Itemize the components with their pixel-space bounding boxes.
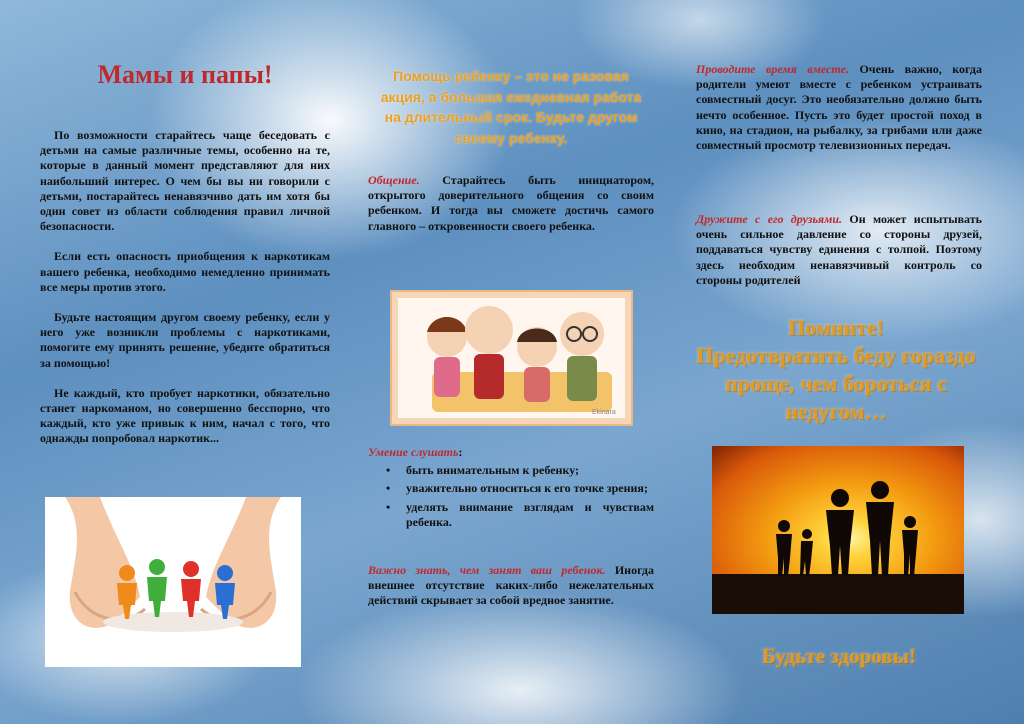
left-text-block	[40, 128, 330, 447]
know-block	[368, 563, 654, 609]
paragraph-danger: Если есть опасность приобщения к наркотикам вашего ребенка, необходимо немедленно принимать все меры против этого.	[40, 249, 330, 294]
hands-protecting-figures-icon	[45, 497, 301, 667]
friends-block	[696, 212, 982, 288]
cartoon-family-icon	[392, 292, 631, 424]
friends-text: Он может испытывать очень сильное давление со стороны друзей, поддаваться чувству единения с толпой. Поэтому здесь необходим ненавязчивый контроль со стороны родителей	[696, 212, 982, 287]
paragraph-conversations: По возможности старайтесь чаще беседовать с детьми на самые различные темы, особенно на те, которые в данный момент представляют для них наибольший интерес. О чем бы вы ни говорили с детьми, постарайтесь ненавязчиво дать им хотя бы один совет из области соблюдения правил личной безопасности.	[40, 128, 330, 234]
prevent-text: Предотвратить беду гораздо проще, чем бороться с недугом…	[696, 343, 976, 424]
column-right	[696, 0, 982, 724]
sunset-family-image	[712, 446, 964, 614]
list-item: • уделять внимание взглядам и чувствам ребенка.	[406, 500, 654, 530]
be-healthy-text: Будьте здоровы!	[762, 644, 916, 668]
listening-lead: Умение слушать	[368, 445, 459, 459]
friends-lead: Дружите с его друзьями.	[696, 212, 843, 226]
spend-time-text: Очень важно, когда родители умеют вместе с ребенком устраивать совместный досуг. Это необязательно должно быть нечто особенное. Пусть это будет простой поход в кино, на стадион, на рыбалку, за грибами или даже совместный просмотр телевизионных передач.	[696, 62, 982, 153]
know-lead: Важно знать, чем занят ваш ребенок.	[368, 563, 606, 577]
listening-block	[368, 445, 654, 533]
communication-block	[368, 173, 654, 234]
list-item: • быть внимательным к ребенку;	[406, 463, 654, 478]
remember-heading: Помните!	[788, 315, 884, 340]
paragraph-be-friend: Будьте настоящим другом своему ребенку, если у него уже возникли проблемы с наркотиками, помогите ему принять решение, убедите обратиться за помощью!	[40, 310, 330, 370]
communication-lead: Общение.	[368, 173, 420, 187]
list-item: • уважительно относиться к его точке зрения;	[406, 481, 654, 496]
paragraph-not-everyone: Не каждый, кто пробует наркотики, обязательно станет наркоманом, но совершенно бесспорно, что каждый, кто уже привык к ним, начал с того, что однажды попробовал наркотик...	[40, 385, 330, 446]
spend-time-block	[696, 62, 982, 153]
family-silhouette-sunset-icon	[712, 446, 964, 614]
image-watermark: Ekinara	[592, 409, 616, 416]
hands-family-image	[45, 497, 301, 667]
listening-list	[368, 463, 654, 530]
help-headline: Помощь ребенку – это не разовая акция, а большая ежедневная работа на длительный срок. Будьте другом своему ребенку.	[380, 68, 642, 146]
page-title: Мамы и папы!	[97, 60, 273, 89]
column-middle	[368, 0, 654, 724]
communication-text: Старайтесь быть инициатором, открытого доверительного общения со своим ребенком. И тогда вы сможете достичь самого главного – откровенности своего ребенка.	[368, 173, 654, 233]
column-left	[40, 0, 330, 724]
spend-time-lead: Проводите время вместе.	[696, 62, 849, 76]
listening-colon: :	[458, 445, 463, 459]
know-text: Иногда внешнее отсутствие каких-либо нежелательных действий скрывает за собой вредное занятие.	[368, 563, 654, 608]
family-figures-image	[390, 290, 633, 426]
